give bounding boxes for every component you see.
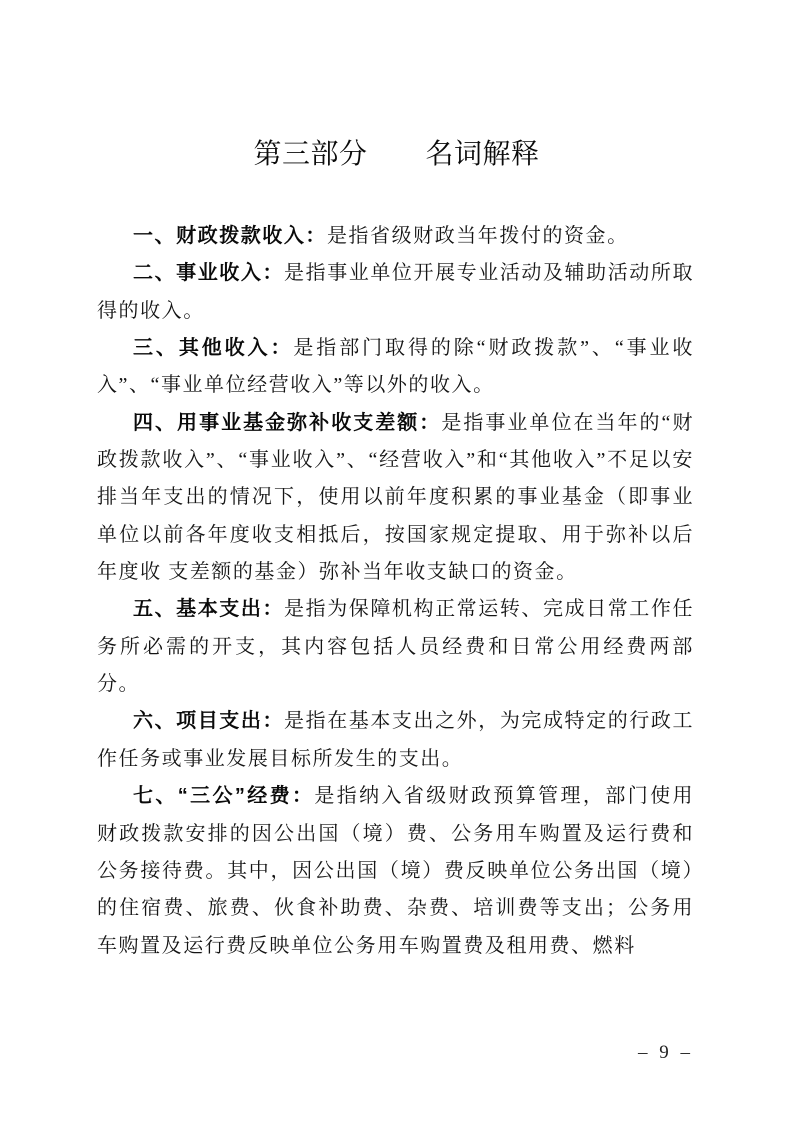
definitions-list [97, 218, 694, 965]
definition-item [97, 778, 694, 965]
definition-item [97, 405, 694, 592]
definition-term: 六、项目支出： [133, 710, 285, 733]
definition-term: 七、“三公”经费： [133, 785, 315, 808]
definition-term: 一、财政拨款收入： [133, 225, 327, 247]
definition-text: 是指事业单位在当年的“财政拨款收入”、“事业收入”、“经营收入”和“其他收入”不足以安排当年支出的情况下，使用以前年度积累的事业基金（即事业单位以前各年度收支相抵后，按国家规定提取、用于弥补以后年度收 支差额的基金）弥补当年收支缺口的资金。 [97, 411, 695, 584]
definition-item [97, 703, 694, 778]
definition-item [97, 330, 694, 405]
definition-text: 是指在基本支出之外，为完成特定的行政工作任务或事业发展目标所发生的支出。 [97, 710, 694, 770]
definition-text: 是指为保障机构正常运转、完成日常工作任务所必需的开支，其内容包括人员经费和日常公用经费两部分。 [97, 598, 694, 696]
page-title [0, 138, 793, 172]
definition-text: 是指部门取得的除“财政拨款”、“事业收入”、“事业单位经营收入”等以外的收入。 [97, 337, 694, 397]
definition-text: 是指纳入省级财政预算管理，部门使用财政拨款安排的因公出国（境）费、公务用车购置及运行费和公务接待费。其中，因公出国（境）费反映单位公务出国（境）的住宿费、旅费、伙食补助费、杂费、培训费等支出；公务用车购置及运行费反映单位公务用车购置费及租用费、燃料 [97, 785, 694, 957]
definition-term: 五、基本支出： [133, 598, 285, 621]
definition-text: 是指省级财政当年拨付的资金。 [326, 225, 629, 247]
definition-term: 四、用事业基金弥补收支差额： [133, 411, 442, 434]
page-number: – 9 – [638, 1042, 691, 1063]
title-part-label: 第三部分 [253, 139, 368, 170]
definition-term: 二、事业收入： [133, 262, 285, 285]
definition-text: 是指事业单位开展专业活动及辅助活动所取 得的收入。 [97, 262, 694, 322]
definition-item [97, 591, 694, 703]
definition-item [97, 255, 694, 330]
title-section-label: 名词解释 [425, 139, 540, 170]
definition-term: 三、其他收入： [133, 337, 294, 360]
definition-item [97, 218, 694, 255]
